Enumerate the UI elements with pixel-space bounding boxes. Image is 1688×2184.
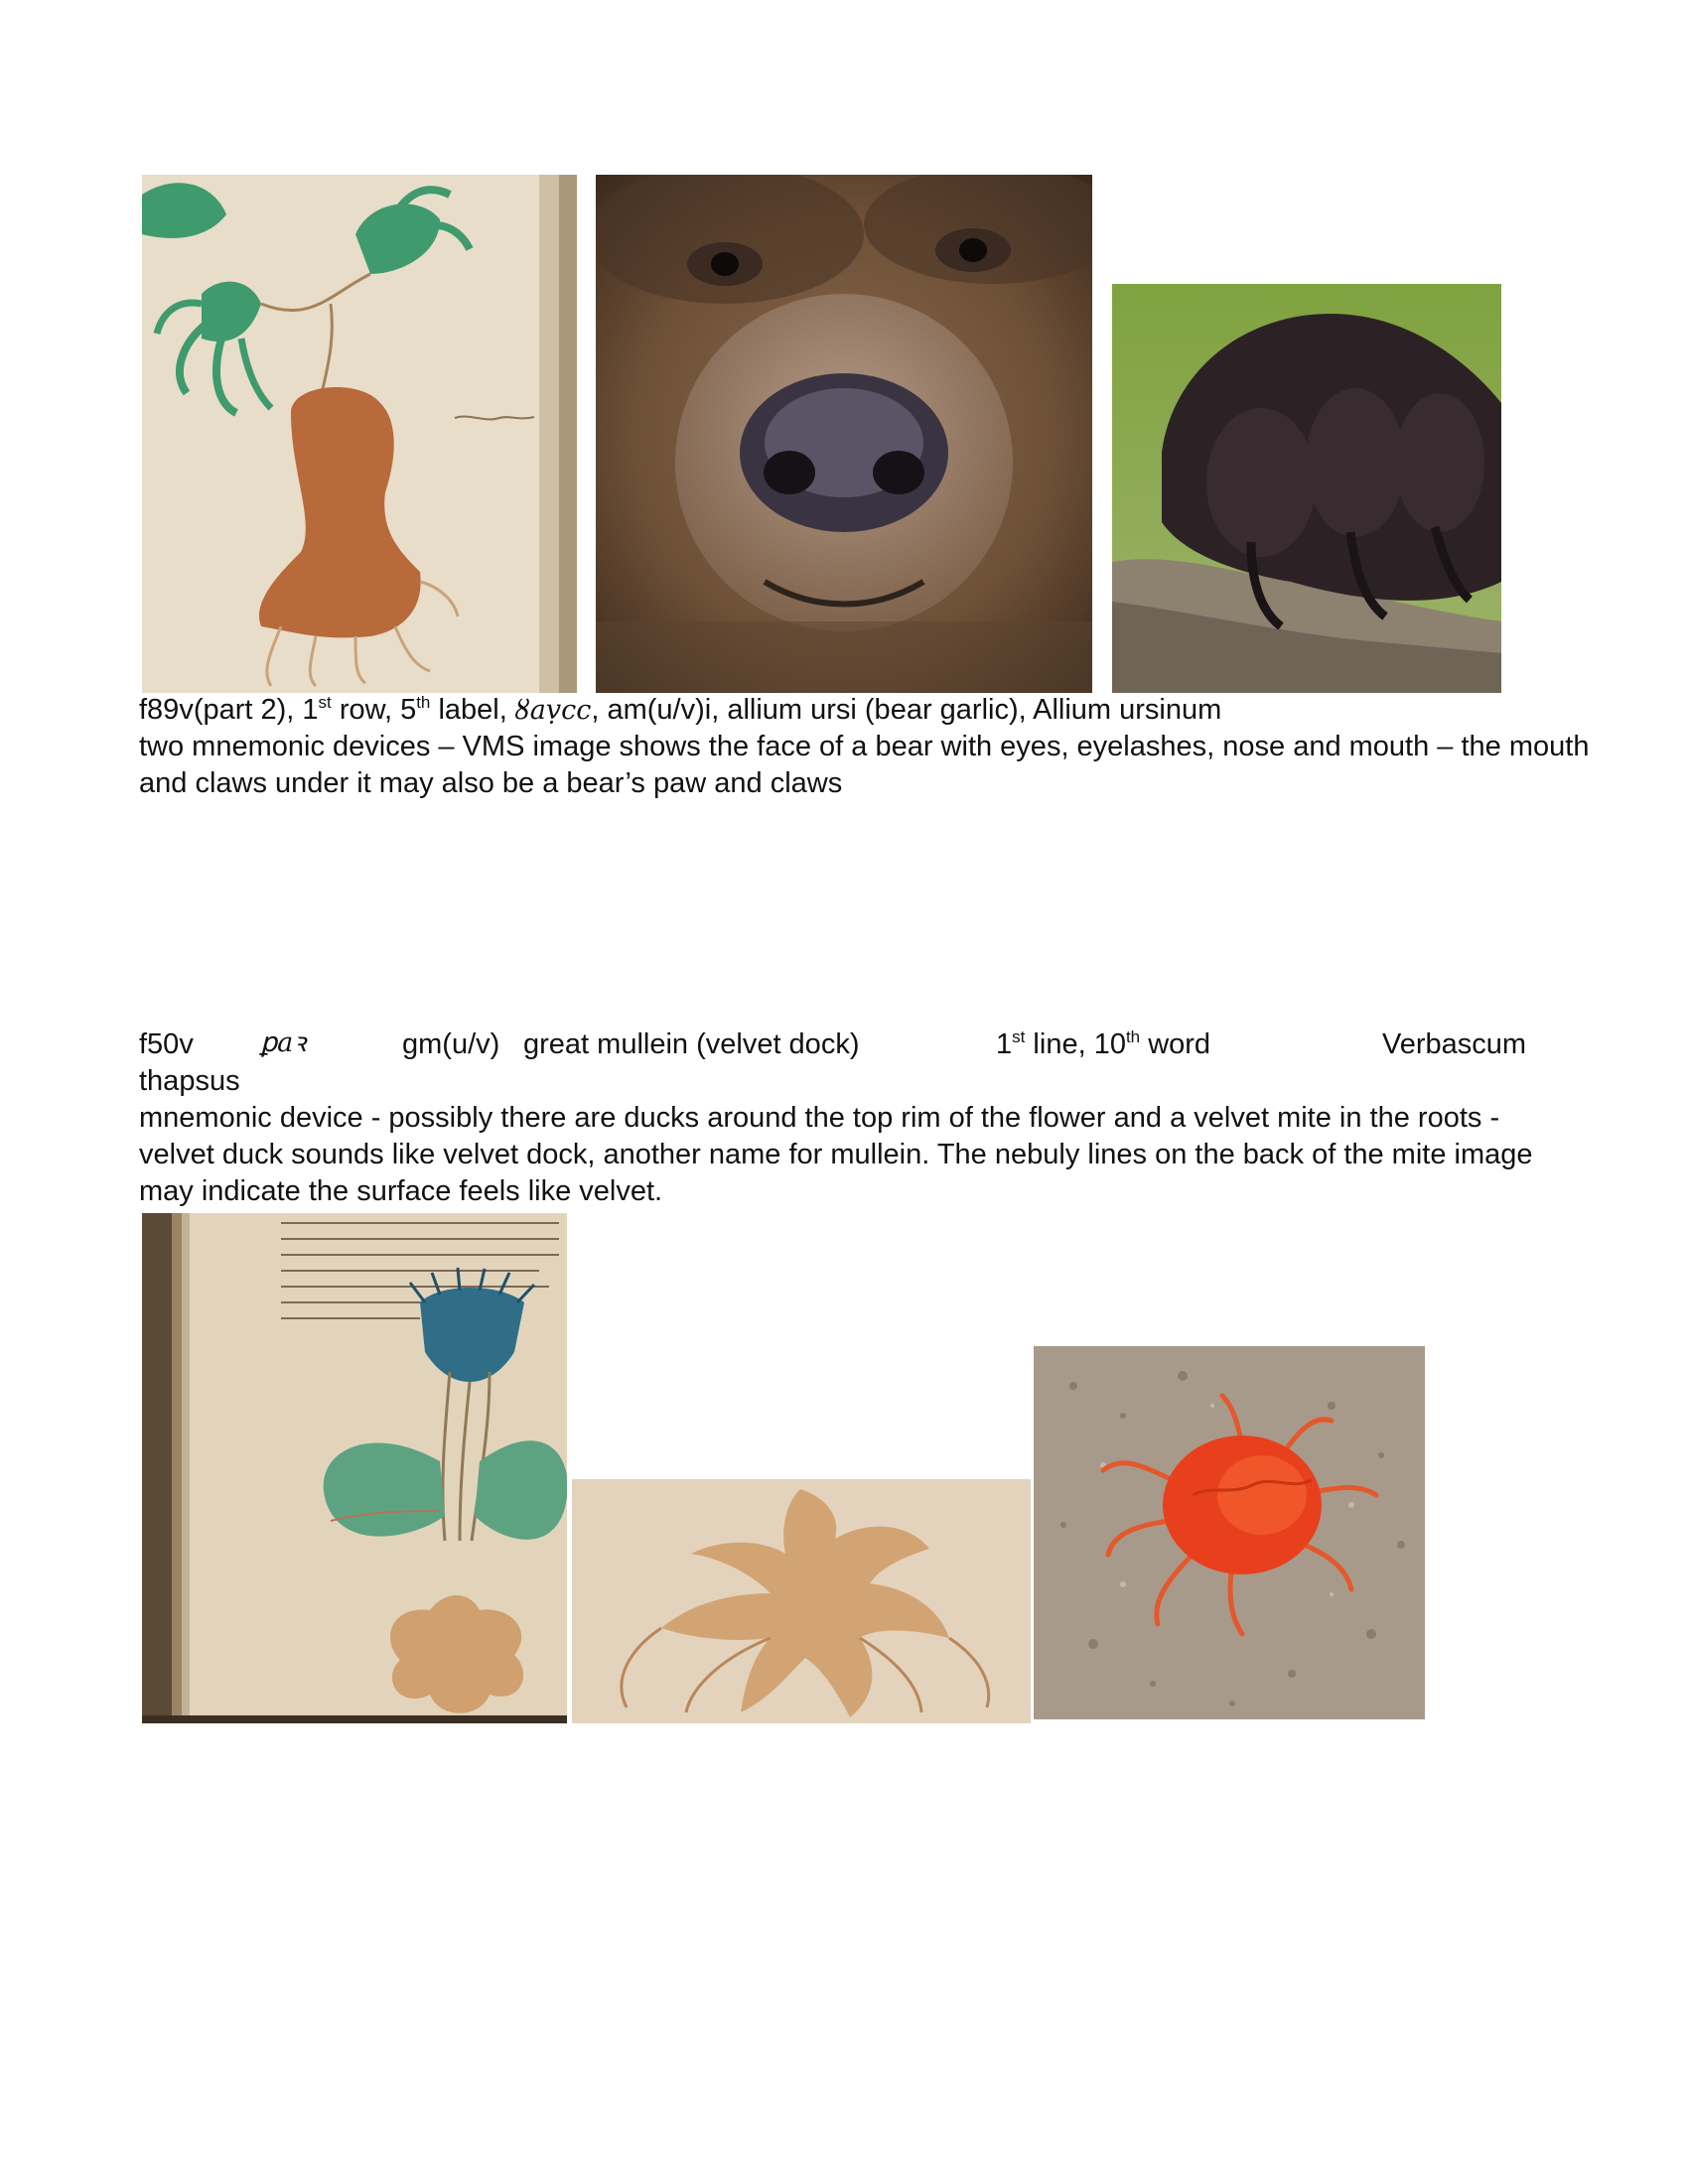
f50v-genus: Verbascum	[1382, 1028, 1527, 1060]
f50v-position	[996, 1026, 1210, 1063]
caption-sup-st: st	[318, 693, 332, 712]
position-sup-th: th	[1125, 1027, 1141, 1046]
f50v-description-line-2: velvet duck sounds like velvet dock, another name for mullein. The nebuly lines on the back of the mite image	[139, 1139, 1533, 1170]
manuscript-root-detail-image	[572, 1479, 1031, 1723]
f50v-species: thapsus	[139, 1065, 240, 1097]
position-pre: 1	[996, 1028, 1013, 1060]
position-mid: line, 10	[1025, 1028, 1126, 1060]
description-line-1: two mnemonic devices – VMS image shows the face of a bear with eyes, eyelashes, nose and mouth – the mouth	[139, 731, 1590, 762]
f50v-plant-name: great mullein (velvet dock)	[523, 1028, 860, 1060]
position-post: word	[1140, 1028, 1211, 1060]
f50v-transliteration: gm(u/v)	[402, 1028, 500, 1060]
vms-word-glyph: ȣaṿcc	[514, 695, 592, 726]
bear-paw-claws-photo	[1112, 284, 1501, 693]
manuscript-mullein-plant-image	[142, 1213, 567, 1723]
manuscript-plant-bear-face-image	[142, 175, 577, 693]
bear-face-photo	[596, 175, 1092, 693]
red-velvet-mite-photo	[1034, 1346, 1425, 1719]
caption-rest: , am(u/v)i, allium ursi (bear garlic), Allium ursinum	[591, 694, 1222, 726]
f50v-description-line-1: mnemonic device - possibly there are ducks around the top rim of the flower and a velvet mite in the roots -	[139, 1102, 1500, 1134]
description-line-2: and claws under it may also be a bear’s paw and claws	[139, 767, 843, 799]
f50v-folio: f50v	[139, 1028, 194, 1060]
f50v-description-line-3: may indicate the surface feels like velvet.	[139, 1175, 663, 1207]
caption-f89v	[139, 692, 1221, 729]
caption-label: label,	[430, 694, 515, 726]
position-sup-st: st	[1012, 1027, 1026, 1046]
caption-row: row, 5	[331, 694, 417, 726]
caption-sup-th: th	[416, 693, 431, 712]
caption-folio: f89v(part 2), 1	[139, 694, 319, 726]
f50v-vms-word-glyph: ꝑaꝛ	[260, 1027, 307, 1058]
